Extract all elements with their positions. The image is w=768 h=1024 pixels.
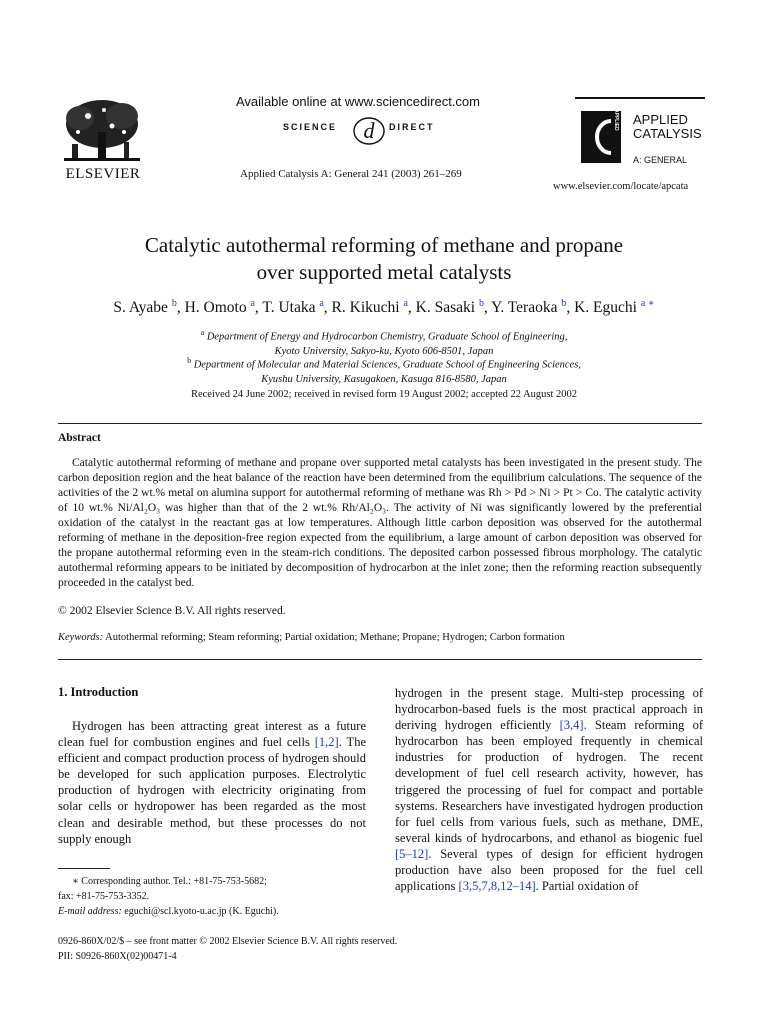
citation-link[interactable]: [1,2]: [314, 735, 339, 750]
copyright-notice: © 2002 Elsevier Science B.V. All rights reserved.: [58, 605, 286, 617]
available-online-text: Available online at www.sciencedirect.com: [236, 94, 480, 109]
author-3: T. Utaka $^a$,: [262, 298, 332, 317]
journal-logo-line1: APPLIED: [633, 112, 688, 127]
author-5: K. Sasaki $^b$,: [415, 298, 492, 317]
author-6: Y. Teraoka $^b$,: [491, 298, 575, 317]
issn-line: 0926-860X/02/$ – see front matter © 2002 Elsevier Science B.V. All rights reserved.: [58, 936, 398, 947]
author-4-affil-link[interactable]: a: [403, 298, 408, 309]
abstract-heading: Abstract: [58, 432, 101, 444]
author-list: [20, 298, 748, 317]
journal-url[interactable]: www.elsevier.com/locate/apcata: [553, 181, 689, 192]
journal-logo-line3: A: GENERAL: [633, 155, 688, 165]
author-1-affil-link[interactable]: b: [171, 298, 177, 309]
left-column: [58, 718, 366, 847]
divider: [58, 659, 702, 660]
footnote-rule: [58, 868, 110, 869]
sciencedirect-logo: [283, 113, 473, 147]
keywords-list: Autothermal reforming; Steam reforming; Partial oxidation; Methane; Propane; Hydrogen; Carbon formation: [105, 632, 565, 643]
sciencedirect-right-text: DIRECT: [389, 122, 435, 132]
received-dates: Received 24 June 2002; received in revised form 19 August 2002; accepted 22 August 2002: [190, 389, 578, 400]
citation-link[interactable]: [3,5,7,8,12–14]: [458, 879, 536, 894]
sciencedirect-d-icon: [351, 113, 387, 147]
sciencedirect-left-text: SCIENCE: [283, 122, 338, 132]
author-2-affil-link[interactable]: a: [250, 298, 255, 309]
author-6-affil-link[interactable]: b: [561, 298, 567, 309]
author-3-affil-link[interactable]: a: [319, 298, 324, 309]
author-1: S. Ayabe $^b$,: [113, 298, 185, 317]
author-7: K. Eguchi $^{a ∗}$: [574, 298, 655, 317]
affiliation-b: $^b$ Department of Molecular and Material Sciences, Graduate School of Engineering Sciences, Kyushu University, Kasugakoen, Kasuga 816-8580, Japan: [187, 356, 581, 385]
intro-paragraph-continued: hydrogen in the present stage. Multi-step processing of hydrocarbon-based fuels is the most practical approach in deriving hydrogen efficiently [3,4]. Steam reforming of hydrocarbon has been employed frequently in chemical industries for production of hydrogen. The recent development of fuel cell research activity, however, has triggered the processing of fuel for compact and portable systems. Researchers have investigated hydrogen production for fuel cells from various fuels, such as methane, DME, several kinds of hydrocarbons, and ethanol as biogenic fuel [5–12]. Several types of design for efficient hydrogen production have also been proposed for the fuel cell applications [3,5,7,8,12–14]. Partial oxidation of: [395, 686, 703, 894]
pii-line: PII: S0926-860X(02)00471-4: [58, 951, 177, 962]
keywords: [58, 632, 565, 643]
affiliation-a-label: a: [200, 328, 205, 337]
journal-reference: Applied Catalysis A: General 241 (2003) 261–269: [240, 168, 462, 180]
author-7-affil-link[interactable]: a ∗: [640, 298, 655, 309]
citation-link[interactable]: [5–12]: [395, 846, 429, 861]
article-title: [40, 232, 728, 286]
intro-paragraph: Hydrogen has been attracting great interest as a future clean fuel for combustion engines and fuel cells [1,2]. The efficient and compact production process of hydrogen should be developed for such application purposes. Electrolytic production of hydrogen with electricity originating from solar cells or hydropower has been regarded as the most clean and desirable method, but these processes do not supply enough: [58, 719, 366, 846]
author-4: R. Kikuchi $^a$,: [331, 298, 416, 317]
journal-logo-line2: CATALYSIS: [633, 126, 702, 141]
abstract-text: Catalytic autothermal reforming of methane and propane over supported metal catalysts has been investigated in the present study. The carbon deposition region and the heat balance of the reaction have been determined from the equilibrium calculations. The sequence of the activities of the 2 wt.% metal on alumina support for autothermal reforming of methane was Rh > Pd > Ni > Pt > Co. The catalytic activity of 10 wt.% Ni/Al₂O₃ was higher than that of the 2 wt.% Rh/Al₂O₃. The activity of Ni was significantly lowered by the preferential oxidation of the catalyst in the reactant gas at low temperatures. Although little carbon deposition was observed for the autothermal reforming of methane in the deposition-free region expected from the equilibrium, a large amount of carbon deposition was observed for the propane autothermal reforming even in the steam-rich conditions. The deposited carbon possessed fibrous morphology. The catalytic autothermal reforming appears to be initiated by decomposition of hydrocarbon at the inlet zone; then the reforming reaction subsequently proceeded in the catalyst bed.: [58, 457, 702, 589]
citation-link[interactable]: [3,4]: [559, 718, 584, 733]
front-matter-info: [58, 934, 397, 964]
author-2: H. Omoto $^a$,: [184, 298, 263, 317]
divider: [58, 423, 702, 424]
email-address[interactable]: eguchi@scl.kyoto-u.ac.jp (K. Eguchi).: [124, 906, 279, 917]
affiliation-a: $^a$ Department of Energy and Hydrocarbon Chemistry, Graduate School of Engineering, Kyoto University, Sakyo-ku, Kyoto 606-8501, Japan: [200, 328, 568, 357]
corresponding-author-footnote: ∗ Corresponding author. Tel.: +81-75-753-5682; fax: +81-75-753-3352. E-mail address: eguchi@scl.kyoto-u.ac.jp (K. Eguchi).: [58, 876, 279, 917]
applied-catalysis-logo: [575, 97, 705, 171]
journal-logo-vertical: APPLIED: [613, 109, 619, 131]
section-heading-introduction: 1. Introduction: [58, 685, 139, 699]
abstract-body: [58, 456, 702, 591]
email-label: E-mail address:: [58, 906, 122, 917]
author-5-affil-link[interactable]: b: [478, 298, 484, 309]
keywords-label: Keywords:: [58, 632, 104, 643]
publisher-name: ELSEVIER: [65, 166, 141, 182]
title-line-1: Catalytic autothermal reforming of methane and propane: [144, 233, 624, 257]
svg-text:d: d: [363, 118, 375, 143]
journal-c-icon: [575, 105, 627, 169]
title-line-2: over supported metal catalysts: [256, 260, 512, 284]
right-column: [395, 685, 703, 894]
affiliation-b-label: b: [187, 356, 192, 365]
